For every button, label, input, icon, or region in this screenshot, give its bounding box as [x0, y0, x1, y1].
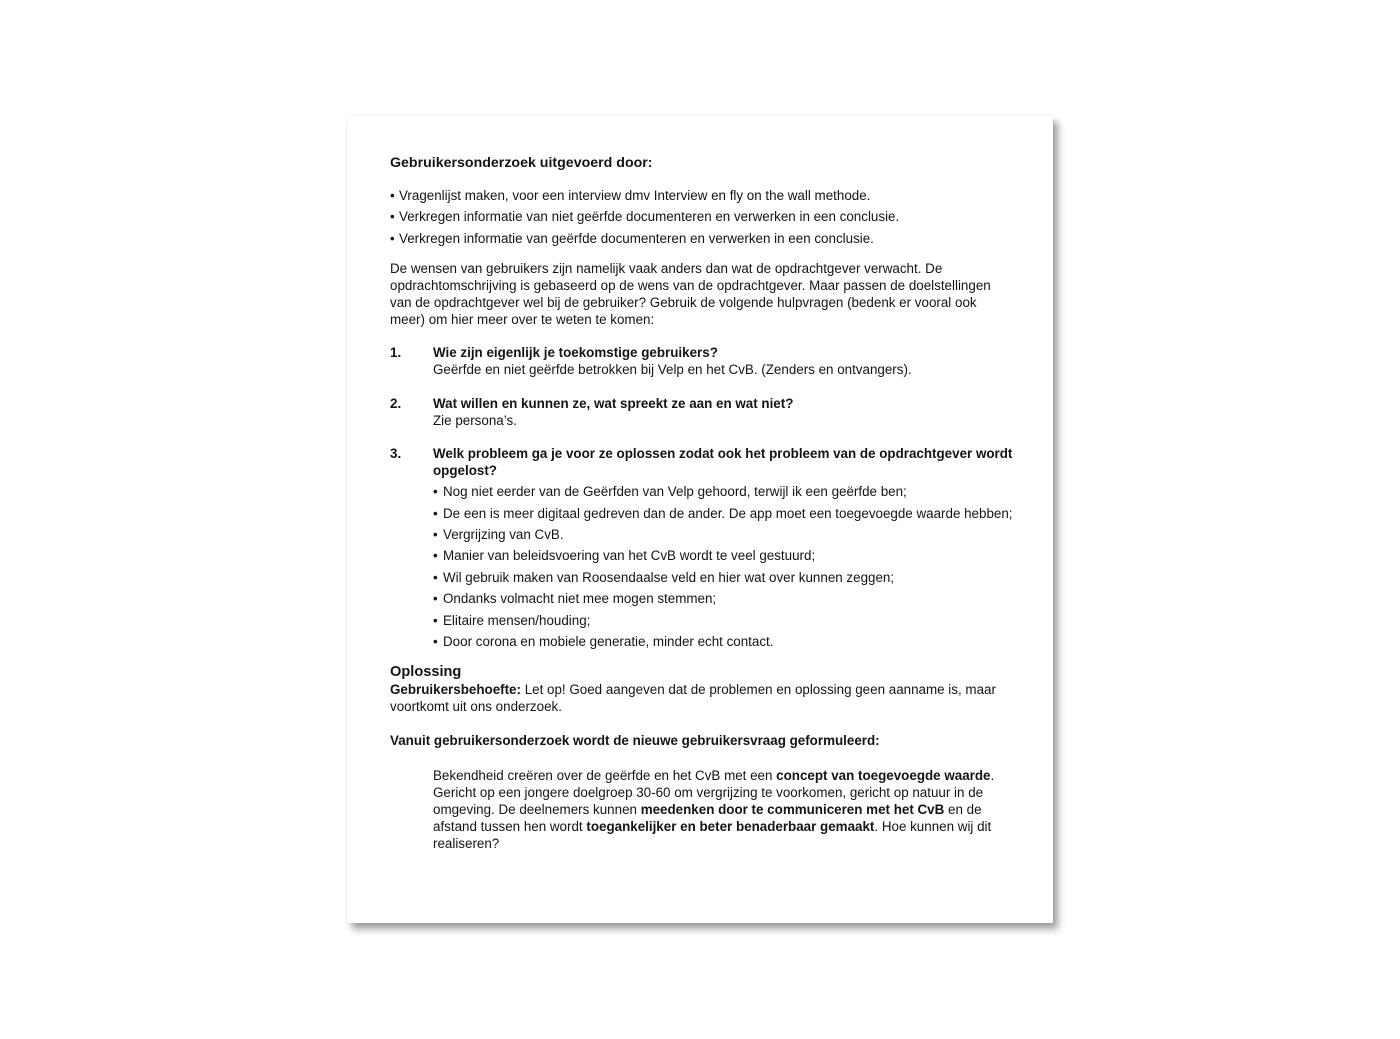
bullet-icon: • — [433, 569, 438, 585]
bullet-icon: • — [433, 612, 438, 628]
intro-paragraph: De wensen van gebruikers zijn namelijk vaak anders dan wat de opdrachtgever verwacht. De opdrachtomschrijving is gebaseerd op de wens van de opdrachtgever. Maar passen de doelstellingen van de opdrachtgever wel bij de gebruiker? Gebruik de volgende hulpvragen (bedenk er vooral ook meer) om hier meer over te weten te komen: — [390, 260, 991, 327]
text-run: Bekendheid creëren over de geërfde en het CvB met een — [433, 768, 777, 784]
text-run: . Gericht op een jongere doelgroep 30-60 om vergrijzing te voorkomen, gericht op natuur in de omgeving. De deelnemers kunnen — [433, 768, 995, 818]
bullet-icon: • — [390, 230, 395, 246]
document-page — [347, 116, 1053, 923]
text-run: en de afstand tussen hen wordt — [433, 802, 982, 835]
emphasis-text: toegankelijker en beter benaderbaar gemaakt — [586, 819, 875, 835]
emphasis-text: meedenken door te communiceren met het CvB — [640, 802, 945, 818]
bullet-icon: • — [390, 188, 395, 203]
bullet-icon: • — [433, 634, 438, 650]
user-need-paragraph — [390, 681, 1013, 715]
text-run: . Hoe kunnen wij dit realiseren? — [433, 819, 992, 852]
question-text: Wat willen en kunnen ze, wat spreekt ze aan en wat niet? — [433, 395, 794, 411]
user-question-heading: Vanuit gebruikersonderzoek wordt de nieuwe gebruikersvraag geformuleerd: — [390, 733, 880, 749]
list-item-text: Wil gebruik maken van Roosendaalse veld en hier wat over kunnen zeggen; — [443, 569, 895, 585]
answer-text: Zie persona’s. — [433, 412, 517, 428]
research-heading: Gebruikersonderzoek uitgevoerd door: — [390, 155, 653, 171]
question-number: 3. — [390, 446, 402, 462]
list-item — [433, 483, 1013, 500]
answer-text: Geërfde en niet geërfde betrokken bij Velp en het CvB. (Zenders en ontvangers). — [433, 362, 912, 378]
list-item — [433, 569, 1013, 586]
bullet-icon: • — [433, 591, 438, 607]
oplossing-heading: Oplossing — [390, 664, 462, 681]
list-item-text: Verkregen informatie van geërfde documenteren en verwerken in een conclusie. — [399, 230, 874, 246]
bullet-icon: • — [433, 527, 438, 543]
bullet-icon: • — [390, 209, 395, 225]
list-item-text: Door corona en mobiele generatie, minder echt contact. — [443, 634, 774, 650]
list-item-text: Ondanks volmacht niet mee mogen stemmen; — [443, 591, 717, 607]
user-need-label: Gebruikersbehoefte: — [390, 682, 521, 698]
list-item — [433, 590, 1013, 607]
question-text: Wie zijn eigenlijk je toekomstige gebruikers? — [433, 345, 718, 361]
list-item — [390, 208, 1013, 225]
list-item-text: Vragenlijst maken, voor een interview dmv Interview en fly on the wall methode. — [399, 188, 871, 203]
list-item-text: Manier van beleidsvoering van het CvB wordt te veel gestuurd; — [443, 548, 816, 564]
list-item — [433, 547, 1013, 564]
bullet-icon: • — [433, 548, 438, 564]
question-3 — [390, 445, 1013, 479]
question-2 — [390, 395, 1013, 429]
question-text: Welk probleem ga je voor ze oplossen zodat ook het probleem van de opdrachtgever wordt opgelost? — [433, 446, 1013, 479]
list-item — [433, 612, 1013, 629]
research-bullet-list — [390, 187, 1013, 247]
bullet-icon: • — [433, 505, 438, 521]
list-item-text: Nog niet eerder van de Geërfden van Velp gehoord, terwijl ik een geërfde ben; — [443, 484, 907, 500]
emphasis-text: concept van toegevoegde waarde — [776, 768, 991, 784]
list-item-text: De een is meer digitaal gedreven dan de ander. De app moet een toegevoegde waarde hebben; — [443, 505, 1013, 521]
list-item-text: Elitaire mensen/houding; — [443, 612, 591, 628]
list-item — [433, 633, 1013, 650]
user-question-paragraph — [390, 767, 1013, 852]
question-number: 2. — [390, 395, 402, 411]
user-need-text: Let op! Goed aangeven dat de problemen en oplossing geen aanname is, maar voortkomt uit ons onderzoek. — [390, 682, 996, 715]
list-item — [433, 526, 1013, 543]
problem-list — [390, 483, 1013, 650]
list-item — [390, 230, 1013, 247]
question-1 — [390, 344, 1013, 378]
list-item-text: Vergrijzing van CvB. — [443, 527, 564, 543]
question-number: 1. — [390, 345, 402, 361]
list-item-text: Verkregen informatie van niet geërfde documenteren en verwerken in een conclusie. — [399, 209, 900, 225]
bullet-icon: • — [433, 484, 438, 500]
list-item — [390, 187, 1013, 204]
list-item — [433, 505, 1013, 522]
